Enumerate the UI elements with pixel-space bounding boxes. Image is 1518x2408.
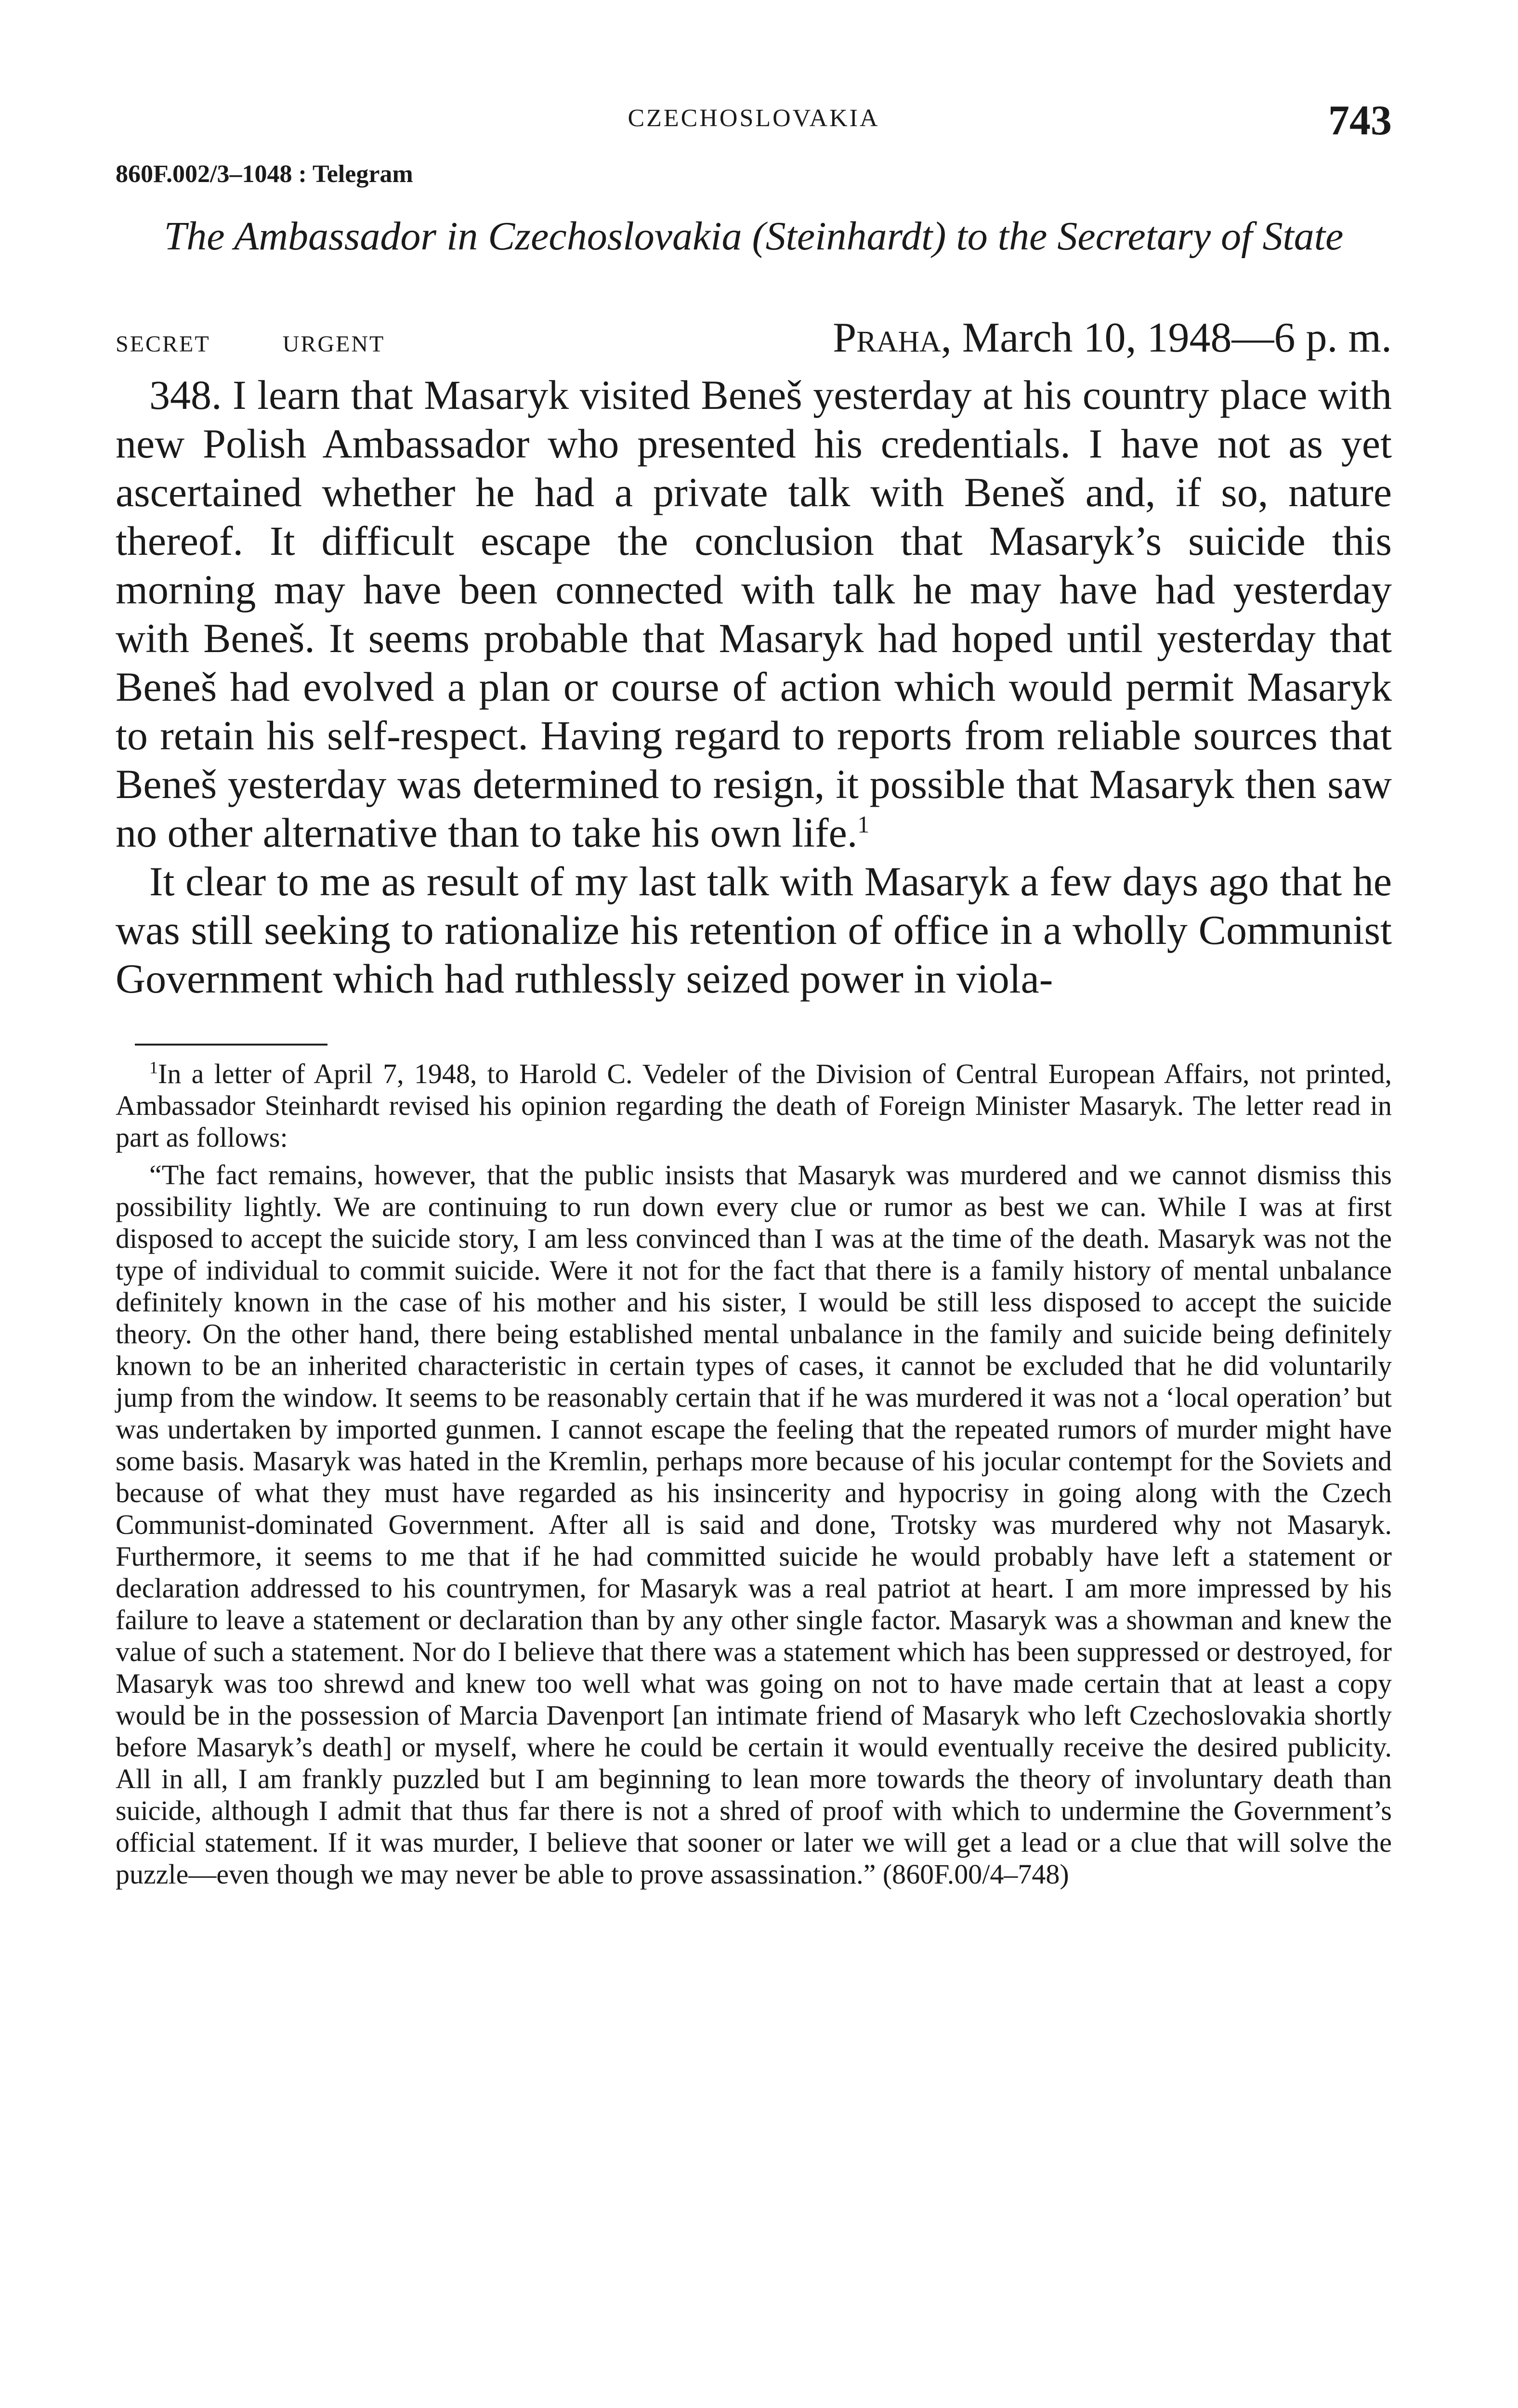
footnote-marker: 1 bbox=[149, 1058, 158, 1077]
paragraph-text: 348. I learn that Masaryk visited Beneš yesterday at his country place with new Polish Ambassador who presented his credentials. I have not as yet ascertained whether he had a private talk with Beneš and, if so, nature thereof. It difficult escape the conclusion that Masaryk’s suicide this morning may have been connected with talk he may have had yesterday with Beneš. It seems probable that Masaryk had hoped until yesterday that Beneš had evolved a plan or course of action which would permit Masaryk to retain his self-respect. Having regard to reports from reliable sources that Beneš yesterday was determined to resign, it possible that Masaryk then saw no other alternative than to take his own life. bbox=[116, 372, 1392, 856]
document-page bbox=[116, 96, 1392, 1896]
dateline bbox=[116, 314, 1392, 362]
footnote-reference: 1 bbox=[857, 811, 870, 838]
body-paragraph bbox=[116, 371, 1392, 857]
running-title: CZECHOSLOVAKIA bbox=[628, 105, 880, 132]
body-paragraph: It clear to me as result of my last talk with Masaryk a few days ago that he was still seeking to rationalize his retention of office in a wholly Communist Government which had ruthlessly seized power in viola- bbox=[116, 858, 1392, 1002]
classification-secret: SECRET bbox=[116, 331, 210, 357]
running-head bbox=[116, 96, 1392, 154]
footnote-intro-paragraph bbox=[116, 1058, 1392, 1153]
page-number: 743 bbox=[1328, 97, 1392, 144]
file-reference: 860F.002/3–1048 : Telegram bbox=[116, 160, 413, 188]
telegram-body bbox=[116, 371, 1392, 1003]
classification-urgent: URGENT bbox=[282, 331, 385, 357]
footnote bbox=[116, 1058, 1392, 1890]
place-name: Praha bbox=[833, 314, 941, 361]
document-title: The Ambassador in Czechoslovakia (Steinhardt) to the Secretary of State bbox=[164, 214, 1344, 259]
footnote-divider bbox=[135, 1044, 327, 1046]
footnote-intro: In a letter of April 7, 1948, to Harold C. Vedeler of the Division of Central European Affairs, not printed, Ambassador Steinhardt revised his opinion regarding the death of Foreign Minister Masaryk. The letter read in part as follows: bbox=[116, 1058, 1392, 1153]
date-text: , March 10, 1948—6 p. m. bbox=[941, 314, 1392, 361]
footnote-quote: “The fact remains, however, that the public insists that Masaryk was murdered and we cannot dismiss this possibility lightly. We are continuing to run down every clue or rumor as best we can. While I was at first disposed to accept the suicide story, I am less convinced than I was at the time of the death. Masaryk was not the type of individual to commit suicide. Were it not for the fact that there is a family history of mental unbalance definitely known in the case of his mother and his sister, I would be still less disposed to accept the suicide theory. On the other hand, there being established mental unbalance in the family and suicide being definitely known to be an inherited characteristic in certain types of cases, it cannot be excluded that he did voluntarily jump from the window. It seems to be reasonably certain that if he was murdered it was not a ‘local operation’ but was undertaken by imported gunmen. I cannot escape the feeling that the repeated rumors of murder might have some basis. Masaryk was hated in the Kremlin, perhaps more because of his jocular contempt for the Soviets and because of what they must have regarded as his insincerity and hypocrisy in going along with the Czech Communist-dominated Government. After all is said and done, Trotsky was murdered why not Masaryk. Furthermore, it seems to me that if he had committed suicide he would probably have left a statement or declaration addressed to his countrymen, for Masaryk was a real patriot at heart. I am more impressed by his failure to leave a statement or declaration than by any other single factor. Masaryk was a showman and knew the value of such a statement. Nor do I believe that there was a statement which has been suppressed or destroyed, for Masaryk was too shrewd and knew too well what was going on not to have made certain that at least a copy would be in the possession of Marcia Davenport [an intimate friend of Masaryk who left Czechoslovakia shortly before Masaryk’s death] or myself, where he could be certain it would eventually receive the desired publicity. All in all, I am frankly puzzled but I am beginning to lean more towards the theory of involuntary death than suicide, although I admit that thus far there is not a shred of proof with which to undermine the Government’s official statement. If it was murder, I believe that sooner or later we will get a lead or a clue that will solve the puzzle—even though we may never be able to prove assassination.” (860F.00/4–748) bbox=[116, 1159, 1392, 1890]
place-date bbox=[833, 314, 1392, 362]
